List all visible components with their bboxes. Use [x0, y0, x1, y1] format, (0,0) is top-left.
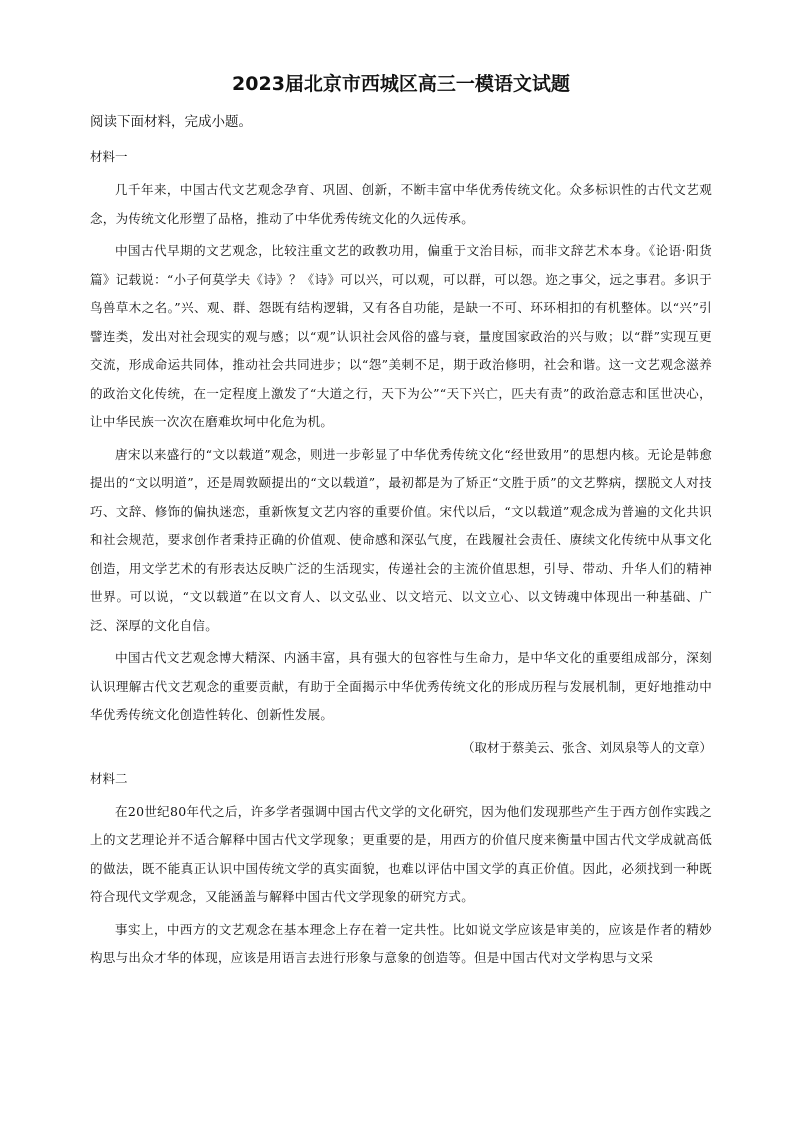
material-two-label: 材料二	[90, 770, 128, 786]
material-one-label: 材料一	[90, 149, 128, 164]
material-one-source: （取材于蔡美云、张含、刘凤泉等人的文章）	[461, 739, 712, 755]
reading-instruction: 阅读下面材料，完成小题。	[90, 114, 252, 130]
material-one-paragraph: 几千年来，中国古代文艺观念孕育、巩固、创新，不断丰富中华优秀传统文化。众多标识性的古代文艺观念，为传统文化形塑了品格，推动了中华优秀传统文化的久远传承。	[90, 182, 712, 226]
material-one-paragraph: 中国古代早期的文艺观念，比较注重文艺的政教功用，偏重于文治目标，而非文辞艺术本身。《论语·阳货篇》记载说：“小子何莫学夫《诗》？《诗》可以兴，可以观，可以群，可以怨。迩之事父，远之事君。多识于鸟兽草木之名。”兴、观、群、怨既有结构逻辑，又有各自功能，是缺一不可、环环相扣的有机整体。以“兴”引譬连类，发出对社会现实的观与感；以“观”认识社会风俗的盛与衰，量度国家政治的兴与败；以“群”实现互更交流，形成命运共同体，推动社会共同进步；以“怨”美刺不足，期于政治修明，社会和谐。这一文艺观念滋养的政治文化传统，在一定程度上激发了“大道之行，天下为公”“天下兴亡，匹夫有责”的政治意志和匡世决心，让中华民族一次次在磨难坎坷中化危为机。	[90, 243, 712, 429]
document-title: 2023届北京市西城区高三一模语文试题	[232, 73, 570, 95]
material-two-paragraph: 在20世纪80年代之后，许多学者强调中国古代文学的文化研究，因为他们发现那些产生于西方创作实践之上的文艺理论并不适合解释中国古代文学现象；更重要的是，用西方的价值尺度来衡量中国古代文学成就高低的做法，既不能真正认识中国传统文学的真实面貌，也难以评估中国文学的真正价值。因此，必须找到一种既符合现代文学观念，又能涵盖与解释中国古代文学现象的研究方式。	[90, 803, 712, 904]
material-one	[90, 144, 712, 762]
material-two	[90, 766, 712, 973]
material-one-paragraph: 唐宋以来盛行的“文以载道”观念，则进一步彰显了中华优秀传统文化“经世致用”的思想内核。无论是韩愈提出的“文以明道”，还是周敦颐提出的“文以载道”，最初都是为了矫正“文胜于质”的文艺弊病，摆脱文人对技巧、文辞、修饰的偏执迷恋，重新恢复文艺内容的重要价值。宋代以后，“文以载道”观念成为普遍的文化共识和社会规范，要求创作者秉持正确的价值观、使命感和深弘气度，在践履社会责任、赓续文化传统中从事文化创造，用文学艺术的有形表达反映广泛的生活现实，传递社会的主流价值思想，引导、带动、升华人们的精神世界。可以说，“文以载道”在以文育人、以文弘业、以文培元、以文立心、以文铸魂中体现出一种基础、广泛、深厚的文化自信。	[90, 446, 712, 633]
material-two-paragraph: 事实上，中西方的文艺观念在基本理念上存在着一定共性。比如说文学应该是审美的，应该是作者的精妙构思与出众才华的体现，应该是用语言去进行形象与意象的创造等。但是中国古代对文学构思与文采	[90, 921, 712, 965]
material-one-paragraph: 中国古代文艺观念博大精深、内涵丰富，具有强大的包容性与生命力，是中华文化的重要组成部分，深刻认识理解古代文艺观念的重要贡献，有助于全面揭示中华优秀传统文化的形成历程与发展机制，更好地推动中华优秀传统文化创造性转化、创新性发展。	[90, 650, 712, 722]
document-page	[90, 70, 712, 977]
